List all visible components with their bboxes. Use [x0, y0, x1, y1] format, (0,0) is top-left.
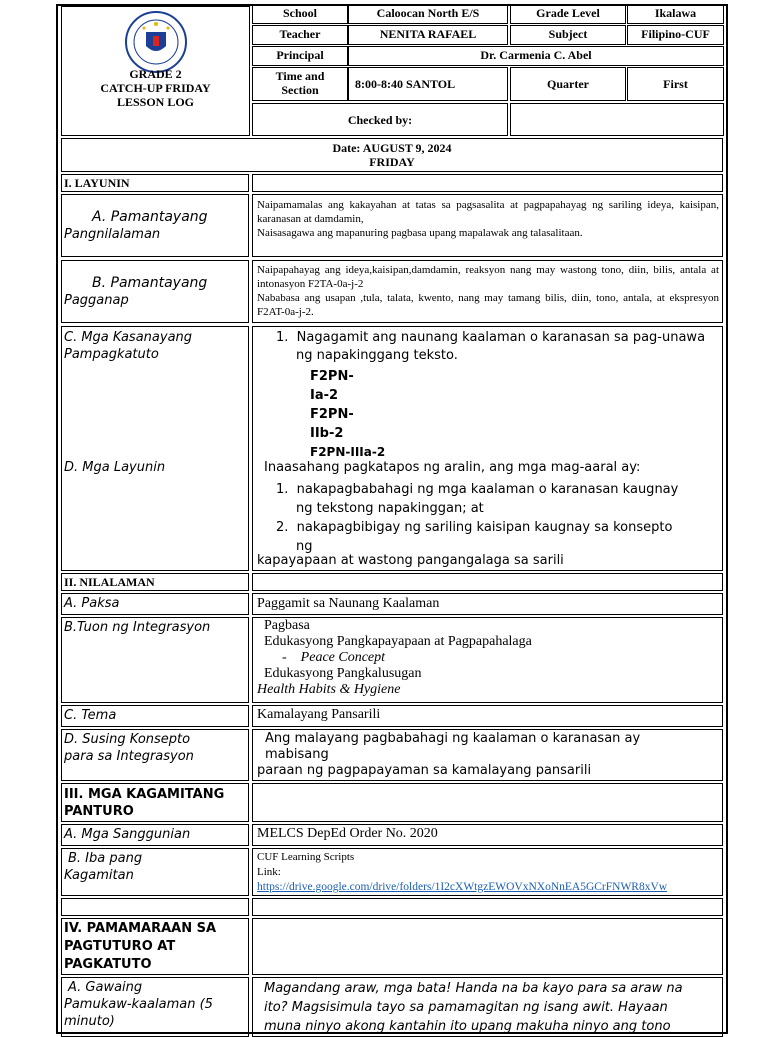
iba-pang-kagamitan-value: CUF Learning Scripts Link: https://drive.google.com/drive/folders/1I2cXWtgzEWOVxNXoNnEA5GCrFNWR8xVw [257, 850, 719, 895]
susing-konsepto-value: Ang malayang pagbabahagi ng kaalaman o karanasan ay mabisang paraan ng pagpapayaman sa kamalayang pansarili [257, 731, 641, 778]
teacher-label: Teacher [279, 27, 321, 41]
subject-value: Filipino-CUF [641, 27, 710, 41]
blank-row-right-cell [252, 898, 723, 916]
checked-by-label: Checked by: [347, 113, 413, 127]
grade-title: GRADE 2 CATCH-UP FRIDAY LESSON LOG [100, 67, 211, 109]
pamantayang-pangnilalaman-text: Naipamamalas ang kakayahan at tatas sa pagsasalita at pagpapahayag ng sariling ideya, kaisipan, karanasan at damdamin, Naisasagawa ang mapanuring pagbasa upang mapalawak ang talasalitaan. [257, 199, 719, 239]
subject-label: Subject [548, 27, 588, 41]
checked-by-signature-cell [510, 103, 724, 136]
time-label: Time and Section [275, 69, 325, 97]
sanggunian-value: MELCS DepEd Order No. 2020 [257, 826, 438, 841]
time-value: 8:00-8:40 SANTOL [355, 77, 456, 91]
grade-level-value: Ikalawa [654, 6, 697, 20]
kasanayan-list: 1. Nagagamit ang naunang kaalaman o karanasan sa pag-unawa ng napakinggang teksto. [276, 330, 706, 363]
lesson-date: Date: AUGUST 9, 2024 FRIDAY [332, 141, 452, 169]
grade-level-label: Grade Level [536, 6, 600, 20]
gawain-label: A. Gawaing Pamukaw-kaalaman (5 minuto) [64, 980, 213, 1029]
quarter-label: Quarter [547, 77, 589, 91]
principal-value: Dr. Carmenia C. Abel [480, 48, 592, 62]
learning-scripts-link[interactable]: https://drive.google.com/drive/folders/1I2cXWtgzEWOVxNXoNnEA5GCrFNWR8xVw [257, 881, 668, 893]
blank-row-left-cell [61, 898, 249, 916]
tuon-list: Pagbasa Edukasyong Pangkapayapaan at Pagpapahalaga - Peace Concept Edukasyong Pangkalusugan Health Habits & Hygiene [257, 618, 532, 697]
layunin-heading: I. LAYUNIN [64, 176, 130, 190]
pamamaraan-heading: IV. PAMAMARAAN SA PAGTUTURO AT PAGKATUTO [64, 921, 217, 972]
layunin-tail: kapayapaan at wastong pangangalaga sa sarili [257, 553, 564, 568]
layunin-heading-right-cell [252, 174, 723, 192]
paksa-value: Paggamit sa Naunang Kaalaman [257, 596, 440, 611]
pamantayang-pangnilalaman-label: A. Pamantayang Pangnilalaman [64, 209, 208, 242]
nilalaman-heading-right-cell [252, 573, 723, 591]
pamantayang-pagganap-label: B. Pamantayang Pagganap [64, 275, 208, 308]
kagamitan-heading: III. MGA KAGAMITANG PANTURO [64, 787, 225, 819]
competency-codes: F2PN- Ia-2 F2PN- IIb-2 F2PN-IIIa-2 [310, 369, 386, 459]
nilalaman-heading: II. NILALAMAN [64, 575, 155, 589]
tema-label: C. Tema [64, 708, 117, 723]
deped-seal-logo [124, 10, 188, 74]
iba-pang-kagamitan-label: B. Iba pang Kagamitan [64, 851, 143, 883]
principal-label: Principal [276, 48, 324, 62]
tuon-label: B.Tuon ng Integrasyon [64, 620, 211, 635]
susing-konsepto-label: D. Susing Konsepto para sa Integrasyon [64, 732, 194, 764]
gawain-text: Magandang araw, mga bata! Handa na ba kayo para sa araw na ito? Magsisimula tayo sa pamamagitan ng isang awit. Hayaan muna ninyo akong kantahin ito upang makuha ninyo ang tono [264, 981, 683, 1034]
paksa-label: A. Paksa [64, 596, 120, 611]
mga-layunin-label: D. Mga Layunin [64, 460, 166, 475]
tema-value: Kamalayang Pansarili [257, 707, 381, 722]
kagamitan-heading-right-cell [252, 783, 723, 822]
layunin-list: 1. nakapagbabahagi ng mga kaalaman o karanasan kaugnay ng tekstong napakinggan; at 2. nakapagbibigay ng sariling kaisipan kaugnay sa konsepto ng [276, 482, 679, 554]
quarter-value: First [663, 77, 688, 91]
school-value: Caloocan North E/S [376, 6, 480, 20]
sanggunian-label: A. Mga Sanggunian [64, 827, 191, 842]
pamantayang-pagganap-text: Naipapahayag ang ideya,kaisipan,damdamin, reaksyon nang may wastong tono, diin, bilis, antala at intonasyon F2TA-0a-j-2 Nababasa ang usapan ,tula, talata, kwento, nang may tamang bilis, diin, tono, antala, at ekspresyon F2AT-0a-j-2. [257, 264, 719, 318]
school-label: School [282, 6, 317, 20]
pamamaraan-heading-right-cell [252, 918, 723, 975]
layunin-intro: Inaasahang pagkatapos ng aralin, ang mga mag-aaral ay: [264, 460, 641, 475]
teacher-value: NENITA RAFAEL [379, 27, 477, 41]
kasanayan-label: C. Mga Kasanayang Pampagkatuto [64, 330, 193, 362]
